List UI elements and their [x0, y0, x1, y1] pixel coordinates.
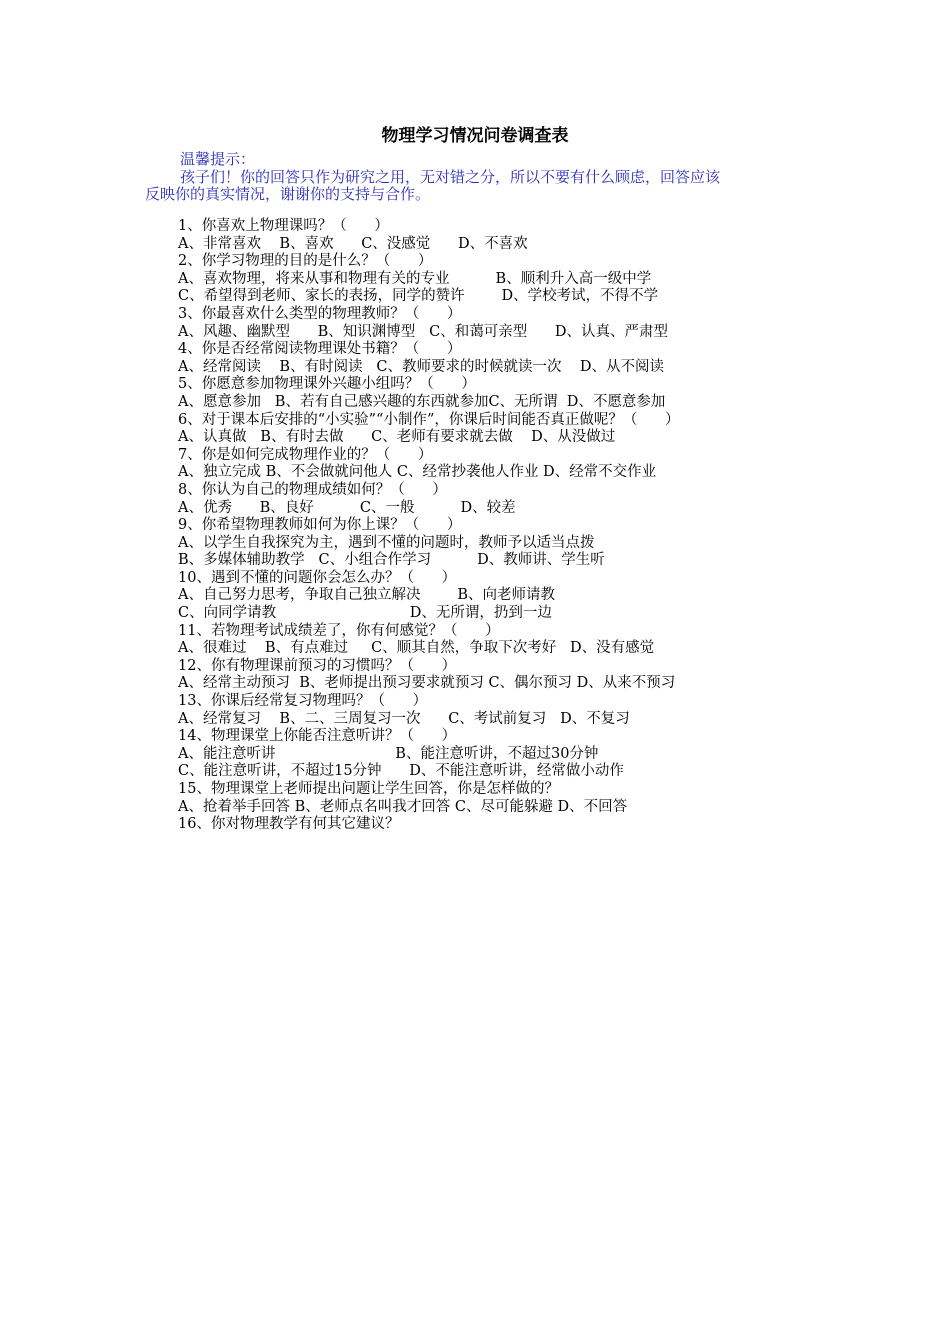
questionnaire-list — [178, 218, 878, 834]
note-body-line-1: 孩子们！你的回答只作为研究之用，无对错之分，所以不要有什么顾虑，回答应该 — [180, 168, 721, 186]
answer-options: C、能注意听讲，不超过15分钟 D、不能注意听讲，经常做小动作 — [178, 763, 624, 780]
question-text: 1、你喜欢上物理课吗？（ ） — [178, 218, 389, 234]
question-text: 14、物理课堂上你能否注意听讲？（ ） — [178, 728, 457, 745]
answer-options: B、多媒体辅助教学 C、小组合作学习 D、教师讲、学生听 — [178, 552, 605, 569]
answer-options: A、经常阅读 B、有时阅读 C、教师要求的时候就读一次 D、从不阅读 — [178, 358, 665, 375]
answer-options: C、向同学请教 D、无所谓，扔到一边 — [178, 605, 552, 622]
question-text: 9、你希望物理教师如何为你上课？（ ） — [178, 517, 462, 534]
answer-options: A、很难过 B、有点难过 C、顺其自然，争取下次考好 D、没有感觉 — [178, 640, 655, 657]
answer-options: A、经常复习 B、二、三周复习一次 C、考试前复习 D、不复习 — [178, 710, 630, 727]
answer-options: A、非常喜欢 B、喜欢 C、没感觉 D、不喜欢 — [178, 235, 528, 252]
note-label: 温馨提示： — [180, 150, 256, 168]
answer-options: A、独立完成 B、不会做就问他人 C、经常抄袭他人作业 D、经常不交作业 — [178, 464, 657, 481]
answer-options: A、愿意参加 B、若有自己感兴趣的东西就参加C、无所谓 D、不愿意参加 — [178, 393, 666, 410]
question-text: 16、你对物理教学有何其它建议？ — [178, 816, 400, 833]
question-text: 15、物理课堂上老师提出问题让学生回答，你是怎样做的？ — [178, 781, 559, 797]
question-text: 11、若物理考试成绩差了，你有何感觉？（ ） — [178, 622, 500, 639]
question-text: 4、你是否经常阅读物理课处书籍？（ ） — [178, 341, 462, 358]
question-text: 12、你有物理课前预习的习惯吗？（ ） — [178, 657, 457, 674]
answer-options: A、能注意听讲 B、能注意听讲，不超过30分钟 — [178, 745, 599, 762]
answer-options: A、风趣、幽默型 B、知识渊博型 C、和蔼可亲型 D、认真、严肃型 — [178, 323, 668, 340]
answer-options: A、优秀 B、良好 C、一般 D、较差 — [178, 499, 516, 516]
answer-options: A、抢着举手回答 B、老师点名叫我才回答 C、尽可能躲避 D、不回答 — [178, 798, 628, 815]
answer-options: A、喜欢物理，将来从事和物理有关的专业 B、顺利升入高一级中学 — [178, 270, 652, 287]
page-title: 物理学习情况问卷调查表 — [381, 126, 569, 146]
question-text: 8、你认为自己的物理成绩如何？（ ） — [178, 481, 447, 498]
answer-options: C、希望得到老师、家长的表扬，同学的赞许 D、学校考试，不得不学 — [178, 288, 659, 305]
answer-options: A、自己努力思考，争取自己独立解决 B、向老师请教 — [178, 587, 555, 604]
question-text: 2、你学习物理的目的是什么？（ ） — [178, 253, 433, 270]
answer-options: A、以学生自我探究为主，遇到不懂的问题时，教师予以适当点拨 — [178, 534, 595, 551]
question-text: 10、遇到不懂的问题你会怎么办？（ ） — [178, 569, 457, 586]
question-text: 6、对于课本后安排的“小实验”“小制作”，你课后时间能否真正做呢？（ ） — [178, 411, 680, 428]
question-text: 5、你愿意参加物理课外兴趣小组吗？（ ） — [178, 376, 476, 393]
answer-options: A、经常主动预习 B、老师提出预习要求就预习 C、偶尔预习 D、从来不预习 — [178, 675, 676, 692]
answer-options: A、认真做 B、有时去做 C、老师有要求就去做 D、从没做过 — [178, 429, 616, 446]
question-text: 3、你最喜欢什么类型的物理教师？（ ） — [178, 305, 462, 322]
note-body-line-2: 反映你的真实情况，谢谢你的支持与合作。 — [145, 185, 431, 203]
question-text: 13、你课后经常复习物理吗？（ ） — [178, 693, 428, 710]
question-text: 7、你是如何完成物理作业的？（ ） — [178, 446, 433, 463]
